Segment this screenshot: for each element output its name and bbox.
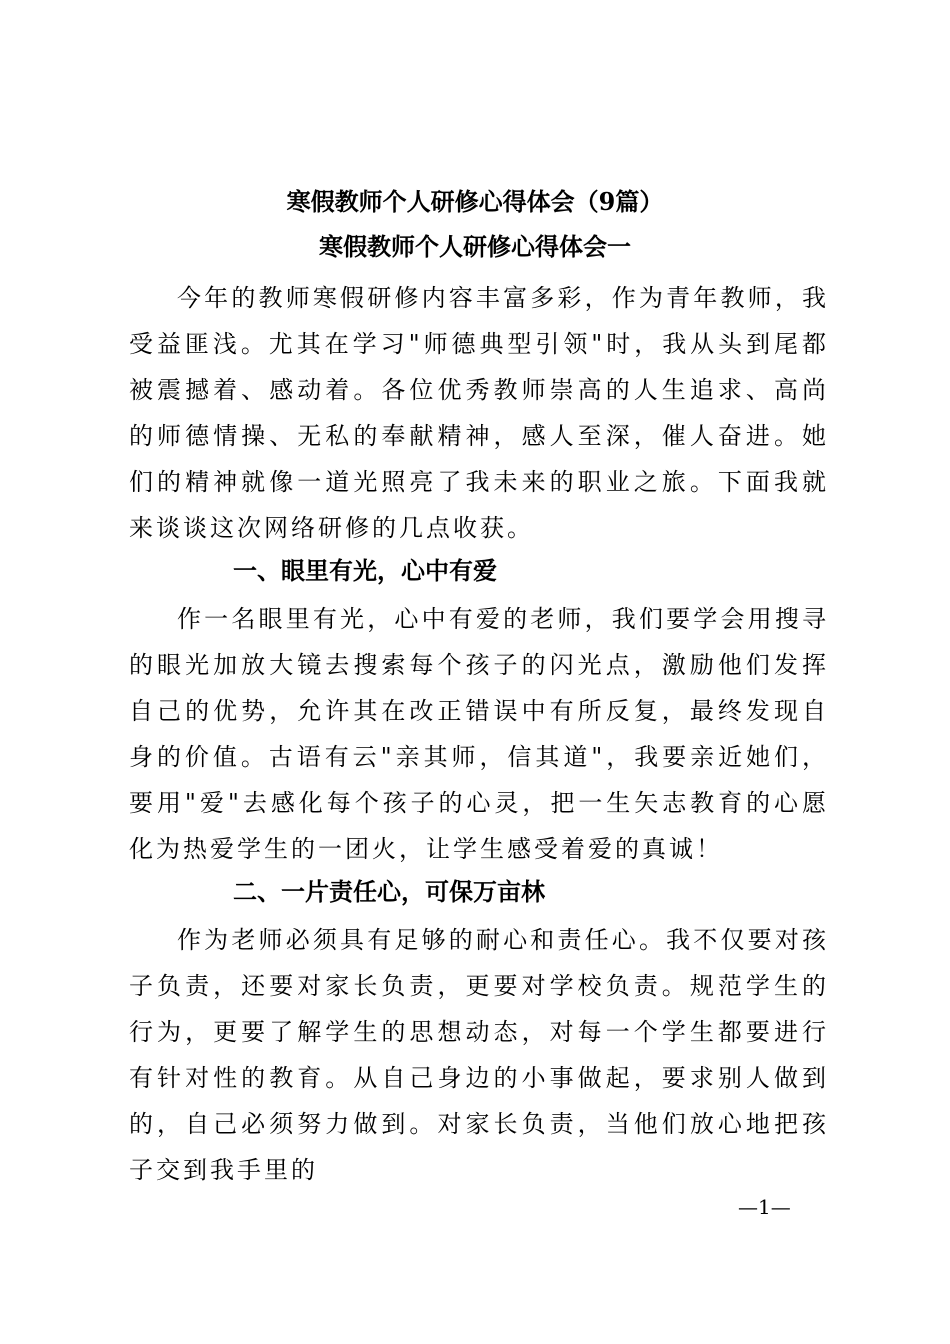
paragraph-section-1: 作一名眼里有光，心中有爱的老师，我们要学会用搜寻的眼光加放大镜去搜索每个孩子的闪光点，激励他们发挥自己的优势，允许其在改正错误中有所反复，最终发现自身的价值。古语有云"亲其师，信其道"，我要亲近她们，要用"爱"去感化每个孩子的心灵，把一生矢志教育的心愿化为热爱学生的一团火，让学生感受着爱的真诚！ xyxy=(129,605,829,863)
paragraph-section-2: 作为老师必须具有足够的耐心和责任心。我不仅要对孩子负责，还要对家长负责，更要对学校负责。规范学生的行为，更要了解学生的思想动态，对每一个学生都要进行有针对性的教育。从自己身边的小事做起，要求别人做到的，自己必须努力做到。对家长负责，当他们放心地把孩子交到我手里的 xyxy=(129,926,829,1184)
document-subtitle: 寒假教师个人研修心得体会一 xyxy=(319,232,631,261)
document-title: 寒假教师个人研修心得体会（9篇） xyxy=(286,187,664,216)
section-heading-1: 一、眼里有光，心中有爱 xyxy=(233,557,497,585)
paragraph-intro: 今年的教师寒假研修内容丰富多彩，作为青年教师，我受益匪浅。尤其在学习"师德典型引领"时，我从头到尾都被震撼着、感动着。各位优秀教师崇高的人生追求、高尚的师德情操、无私的奉献精神，感人至深，催人奋进。她们的精神就像一道光照亮了我未来的职业之旅。下面我就来谈谈这次网络研修的几点收获。 xyxy=(129,284,829,542)
section-heading-2: 二、一片责任心，可保万亩林 xyxy=(233,878,545,906)
page-number: —1— xyxy=(738,1195,791,1219)
